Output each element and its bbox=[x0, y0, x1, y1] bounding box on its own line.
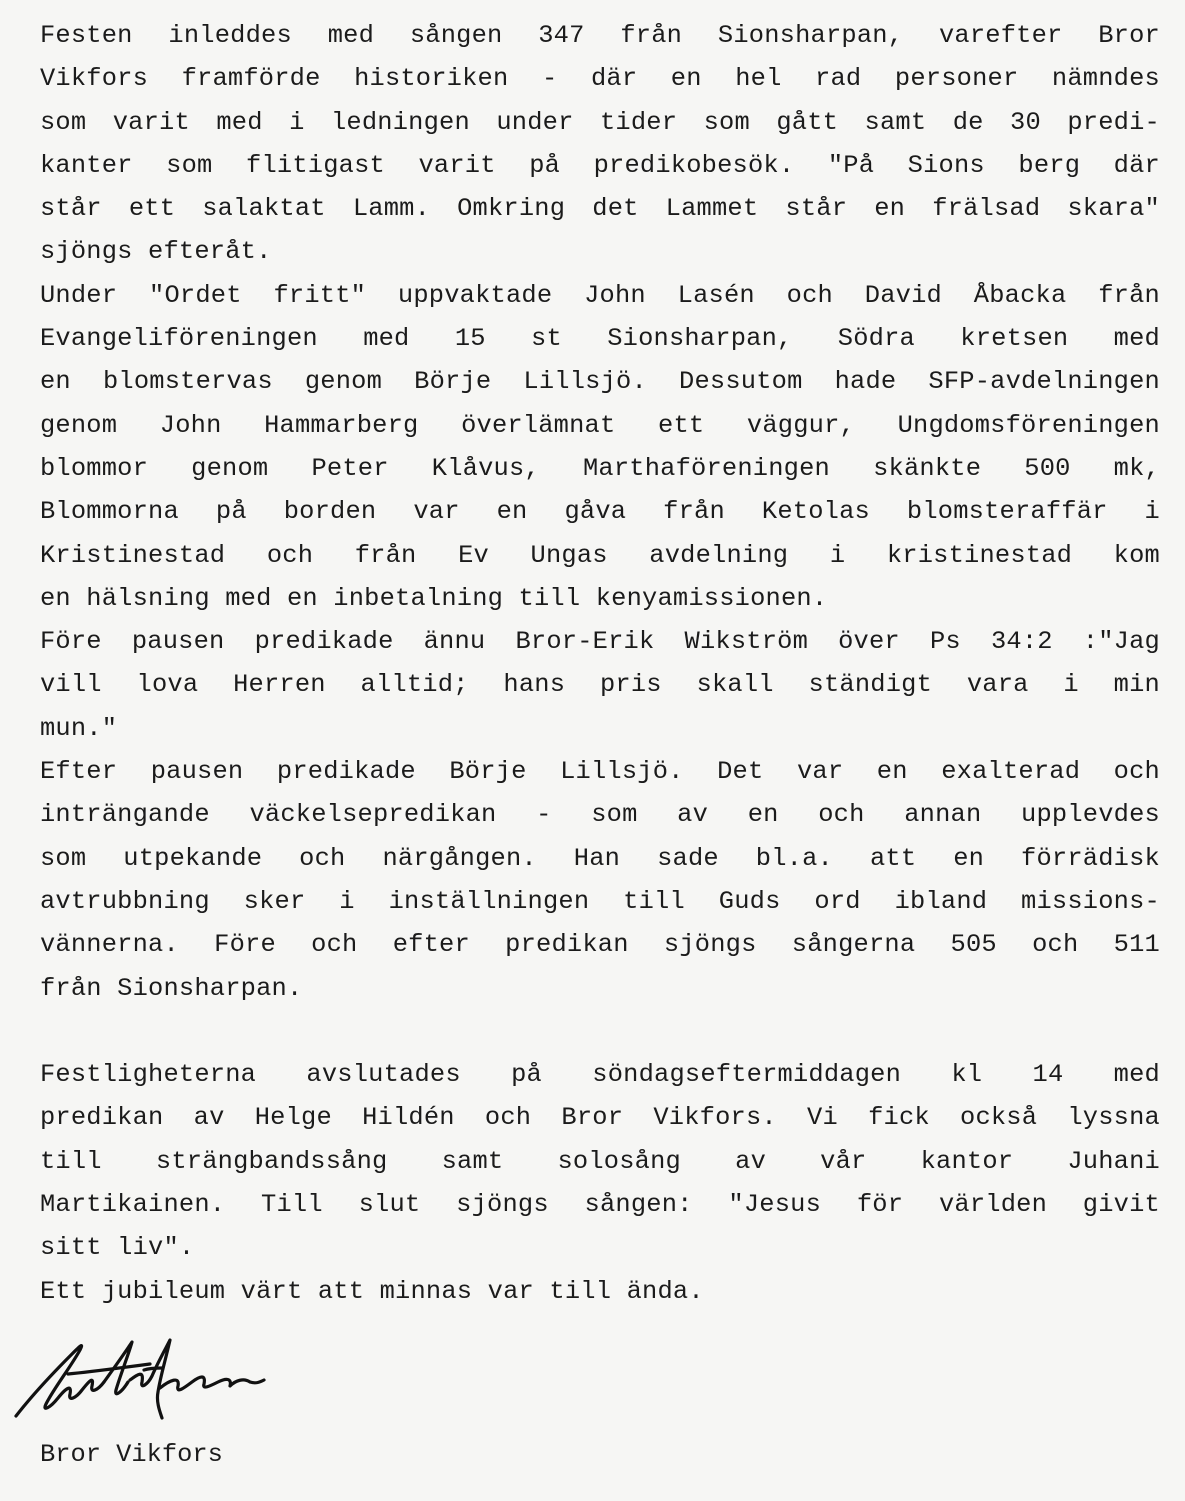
text-line: står ett salaktat Lamm. Omkring det Lammet står en frälsad skara" bbox=[40, 194, 1160, 224]
text-line: sjöngs efteråt. bbox=[40, 237, 272, 267]
text-line: avtrubbning sker i inställningen till Guds ord ibland missions- bbox=[40, 886, 1160, 916]
text-line: Före pausen predikade ännu Bror-Erik Wikström över Ps 34:2 :"Jag bbox=[40, 627, 1160, 657]
text-line: en hälsning med en inbetalning till kenyamissionen. bbox=[40, 583, 828, 613]
text-line: Evangeliföreningen med 15 st Sionsharpan, Södra kretsen med bbox=[40, 324, 1160, 354]
text-line: som varit med i ledningen under tider som gått samt de 30 predi- bbox=[40, 107, 1160, 137]
text-line: blommor genom Peter Klåvus, Marthaföreningen skänkte 500 mk, bbox=[40, 453, 1160, 483]
text-line: Martikainen. Till slut sjöngs sången: "Jesus för världen givit bbox=[40, 1190, 1160, 1220]
document-body bbox=[40, 14, 1160, 1313]
text-line: som utpekande och närgången. Han sade bl.a. att en förrädisk bbox=[40, 843, 1160, 873]
handwritten-signature bbox=[10, 1328, 270, 1428]
text-line: vill lova Herren alltid; hans pris skall ständigt vara i min bbox=[40, 670, 1160, 700]
text-line: Festen inleddes med sången 347 från Sionsharpan, varefter Bror bbox=[40, 21, 1160, 50]
text-line: Vikfors framförde historiken - där en hel rad personer nämndes bbox=[40, 64, 1160, 94]
text-line: sitt liv". bbox=[40, 1233, 195, 1263]
text-line: inträngande väckelsepredikan - som av en och annan upplevdes bbox=[40, 800, 1160, 830]
text-line: Kristinestad och från Ev Ungas avdelning i kristinestad kom bbox=[40, 540, 1160, 570]
text-line: Blommorna på borden var en gåva från Ketolas blomsteraffär i bbox=[40, 497, 1160, 527]
text-line: från Sionsharpan. bbox=[40, 973, 303, 1003]
text-line: vännerna. Före och efter predikan sjöngs sångerna 505 och 511 bbox=[40, 930, 1160, 960]
text-line: Ett jubileum värt att minnas var till ända. bbox=[40, 1276, 704, 1306]
text-line: Efter pausen predikade Börje Lillsjö. Det var en exalterad och bbox=[40, 757, 1160, 787]
blank-line bbox=[40, 1010, 1160, 1053]
text-line: till strängbandssång samt solosång av vår kantor Juhani bbox=[40, 1146, 1160, 1176]
signer-name: Bror Vikfors bbox=[40, 1440, 223, 1469]
text-line: genom John Hammarberg överlämnat ett väggur, Ungdomsföreningen bbox=[40, 410, 1160, 440]
text-line: predikan av Helge Hildén och Bror Vikfors. Vi fick också lyssna bbox=[40, 1103, 1160, 1133]
text-line: kanter som flitigast varit på predikobesök. "På Sions berg där bbox=[40, 150, 1160, 180]
text-line: Festligheterna avslutades på söndagseftermiddagen kl 14 med bbox=[40, 1060, 1160, 1090]
text-line: en blomstervas genom Börje Lillsjö. Dessutom hade SFP-avdelningen bbox=[40, 367, 1160, 397]
text-line: Under "Ordet fritt" uppvaktade John Lasén och David Åbacka från bbox=[40, 280, 1160, 310]
text-line: mun." bbox=[40, 713, 118, 743]
